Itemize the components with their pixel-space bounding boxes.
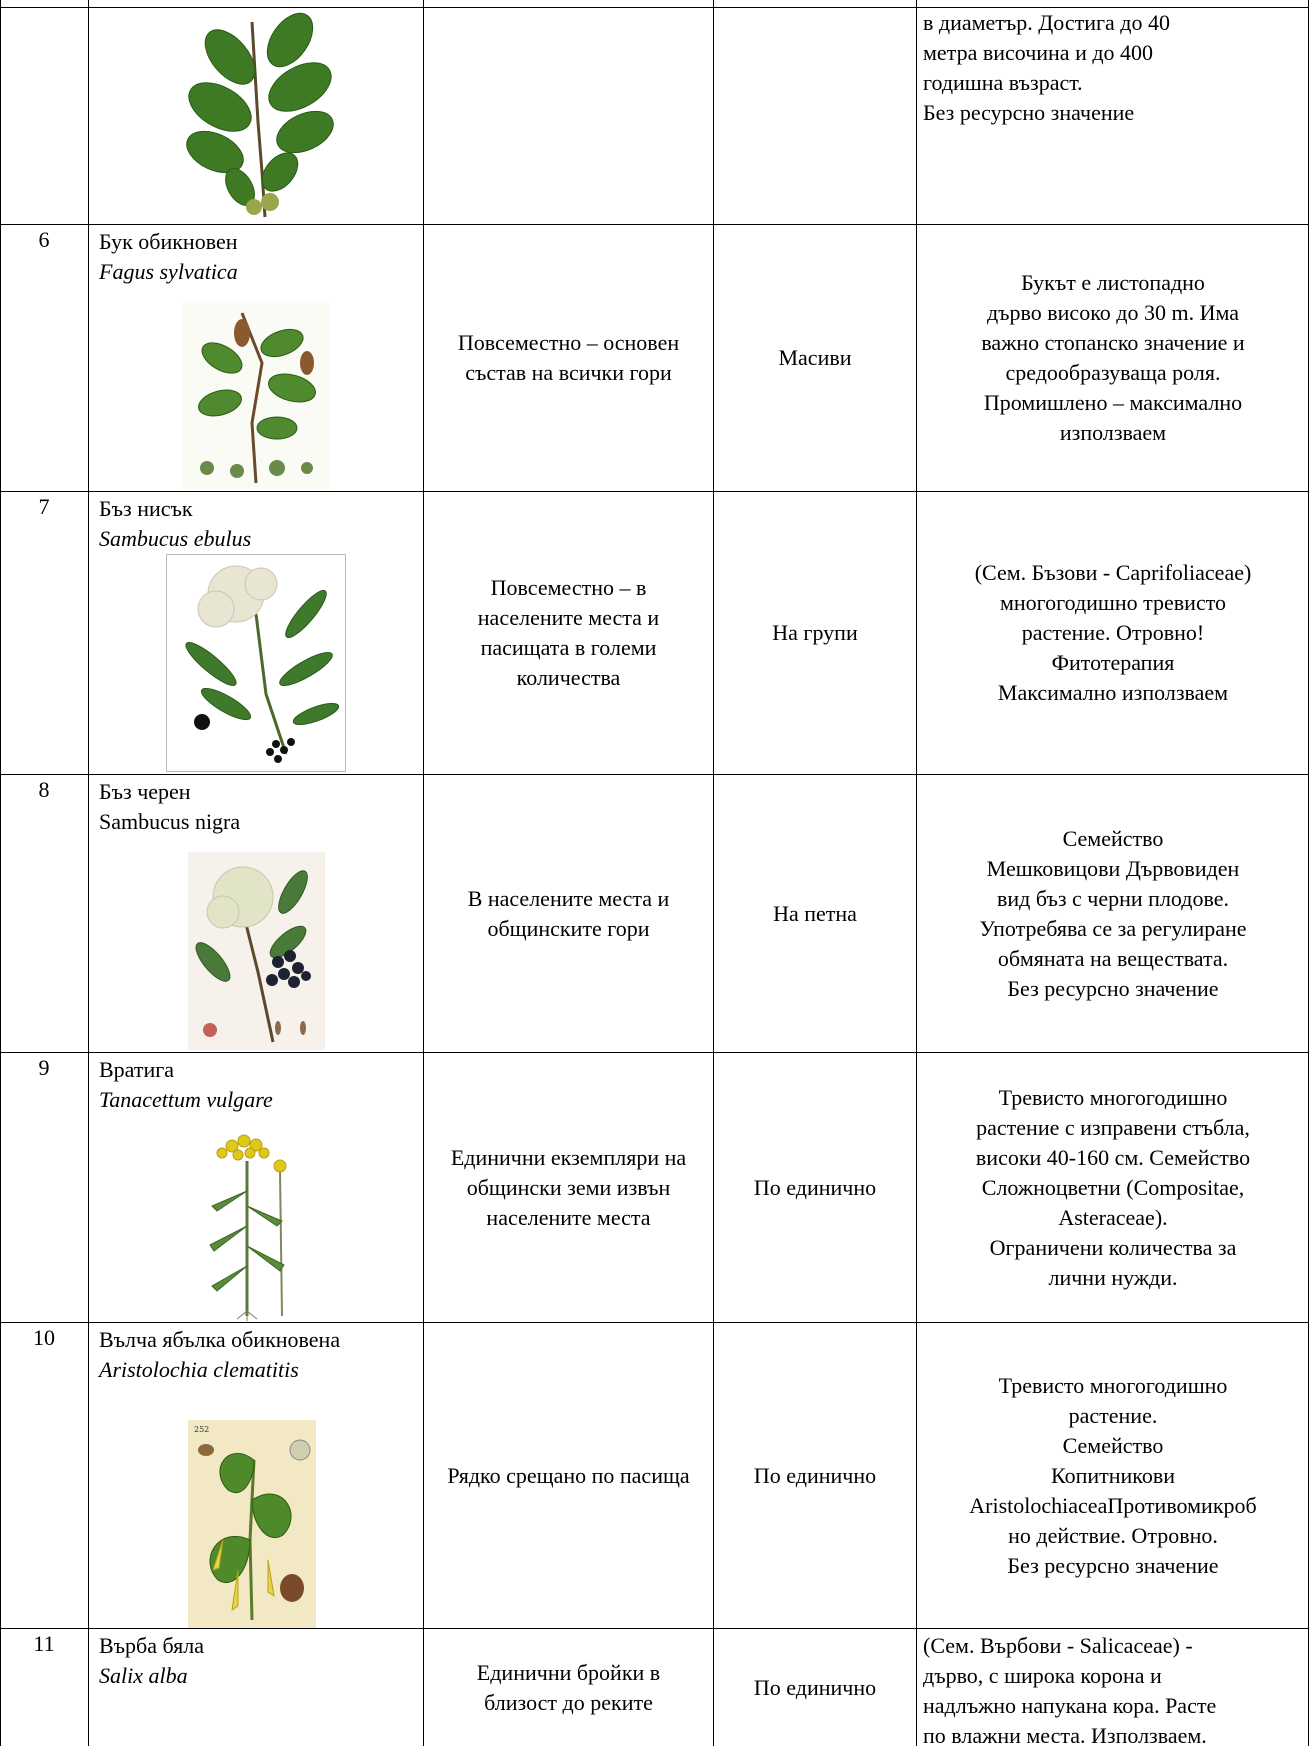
description-line: Копитникови	[1050, 1462, 1176, 1488]
svg-text:252: 252	[194, 1425, 210, 1434]
plant-name-cell	[89, 1629, 423, 1691]
table-row	[0, 8, 1309, 224]
description-line: Без ресурсно значение	[1007, 1552, 1219, 1578]
birthwort-illustration-icon	[188, 1420, 316, 1628]
plant-name-cell	[89, 1053, 423, 1115]
table-row	[0, 775, 1309, 1052]
common-name: Върба бяла	[99, 1633, 205, 1658]
distribution-cell: Повсеместно – в населените места и пасищата в големи количества	[477, 575, 660, 690]
description-line: Тревисто многогодишно	[998, 1372, 1228, 1398]
table-row	[0, 492, 1309, 774]
row-number: 7	[38, 494, 50, 519]
description-line: растение с изправени стъбла,	[976, 1114, 1250, 1140]
description-line: Мешковицови Дървовиден	[986, 855, 1240, 881]
description-cell	[917, 775, 1309, 1052]
description-line: в диаметър. Достига до 40	[923, 10, 1170, 35]
tansy-illustration-icon	[192, 1131, 312, 1321]
description-line: вид бъз с черни плодове.	[996, 885, 1230, 911]
description-line: Фитотерапия	[1051, 650, 1175, 675]
description-cell	[917, 1053, 1309, 1322]
distribution-cell: Рядко срещано по пасища	[447, 1462, 690, 1488]
density-cell: На петна	[773, 900, 857, 926]
description-line: Употребява се за регулиране	[979, 915, 1247, 941]
description-cell	[917, 492, 1309, 774]
description-line: средообразуваща роля.	[1005, 360, 1221, 385]
description-line: Промишлено – максимално	[983, 390, 1243, 415]
description-cell	[917, 225, 1309, 491]
description-line: Тревисто многогодишно	[998, 1084, 1228, 1110]
description-line: лични нужди.	[1048, 1264, 1178, 1290]
description-line: Без ресурсно значение	[923, 100, 1135, 125]
row-number: 9	[38, 1055, 50, 1080]
density-cell: На групи	[772, 620, 858, 645]
table-row	[0, 225, 1309, 491]
common-name: Вълча ябълка обикновена	[99, 1327, 341, 1352]
description-line: Без ресурсно значение	[1007, 975, 1219, 1001]
description-line: използваем	[1059, 420, 1167, 445]
distribution-cell: Единични екземпляри на общински земи извън населените места	[450, 1144, 687, 1230]
description-line: по влажни места. Използваем.	[923, 1723, 1207, 1748]
distribution-cell: Единични бройки в близост до реките	[476, 1659, 661, 1715]
beech-illustration-icon	[182, 303, 330, 489]
row-number: 10	[33, 1325, 55, 1350]
description-line: но действие. Отровно.	[1008, 1522, 1218, 1548]
density-cell: По единично	[753, 1174, 877, 1200]
description-line: Семейство	[1062, 1432, 1164, 1458]
table-row	[0, 1053, 1309, 1322]
table-row	[0, 1323, 1309, 1628]
common-name: Бъз черен	[99, 779, 191, 804]
plant-name-cell	[89, 1323, 423, 1385]
plant-name-cell	[89, 492, 423, 554]
latin-name: Aristolochia clematitis	[99, 1357, 299, 1382]
elm-branch-icon	[170, 12, 350, 222]
description-cell	[917, 8, 1309, 224]
description-line: Максимално използваем	[997, 680, 1229, 705]
latin-name: Sambucus nigra	[99, 809, 241, 834]
dwarf-elder-illustration-icon	[166, 554, 346, 772]
row-number: 8	[38, 777, 50, 802]
description-cell	[917, 1323, 1309, 1628]
latin-name: Sambucus ebulus	[99, 526, 252, 551]
description-line: (Сем. Бъзови - Caprifoliaceae)	[974, 560, 1252, 585]
description-line: растение.	[1068, 1402, 1158, 1428]
table-row	[0, 1629, 1309, 1746]
black-elder-illustration-icon	[188, 852, 325, 1050]
plant-name-cell	[89, 775, 423, 837]
description-line: AristolochiaceaПротивомикроб	[969, 1492, 1257, 1518]
description-line: Ограничени количества за	[989, 1234, 1237, 1260]
density-cell: Масиви	[778, 345, 852, 370]
latin-name: Salix alba	[99, 1663, 188, 1688]
density-cell: По единично	[753, 1462, 877, 1488]
description-line: (Сем. Върбови - Salicaceae) -	[923, 1633, 1193, 1658]
description-line: важно стопанско значение и	[981, 330, 1245, 355]
description-line: многогодишно тревисто	[999, 590, 1227, 615]
description-line: Букът е листопадно	[1021, 270, 1205, 295]
common-name: Вратига	[99, 1057, 175, 1082]
description-line: Asteraceae).	[1058, 1204, 1168, 1230]
description-cell	[917, 1629, 1309, 1759]
description-line: надлъжно напукана кора. Расте	[923, 1693, 1217, 1718]
row-number: 11	[33, 1631, 55, 1656]
latin-name: Fagus sylvatica	[99, 259, 238, 284]
description-line: Сложноцветни (Compositae,	[981, 1174, 1245, 1200]
common-name: Бъз нисък	[99, 496, 193, 521]
description-line: растение. Отровно!	[1021, 620, 1205, 645]
row-number: 6	[38, 227, 50, 252]
description-line: годишна възраст.	[923, 70, 1083, 95]
distribution-cell: Повсеместно – основен състав на всички гори	[457, 330, 680, 385]
description-line: Семейство	[1062, 825, 1164, 851]
description-line: метра височина и до 400	[923, 40, 1154, 65]
latin-name: Tanacettum vulgare	[99, 1087, 273, 1112]
common-name: Бук обикновен	[99, 229, 238, 254]
description-line: дърво високо до 30 m. Има	[986, 300, 1240, 325]
plant-name-cell	[89, 225, 423, 287]
distribution-cell: В населените места и общинските гори	[467, 885, 670, 941]
description-line: дърво, с широка корона и	[923, 1663, 1162, 1688]
density-cell: По единично	[753, 1674, 877, 1700]
description-line: високи 40-160 см. Семейство	[975, 1144, 1251, 1170]
description-line: обмяната на веществата.	[997, 945, 1229, 971]
